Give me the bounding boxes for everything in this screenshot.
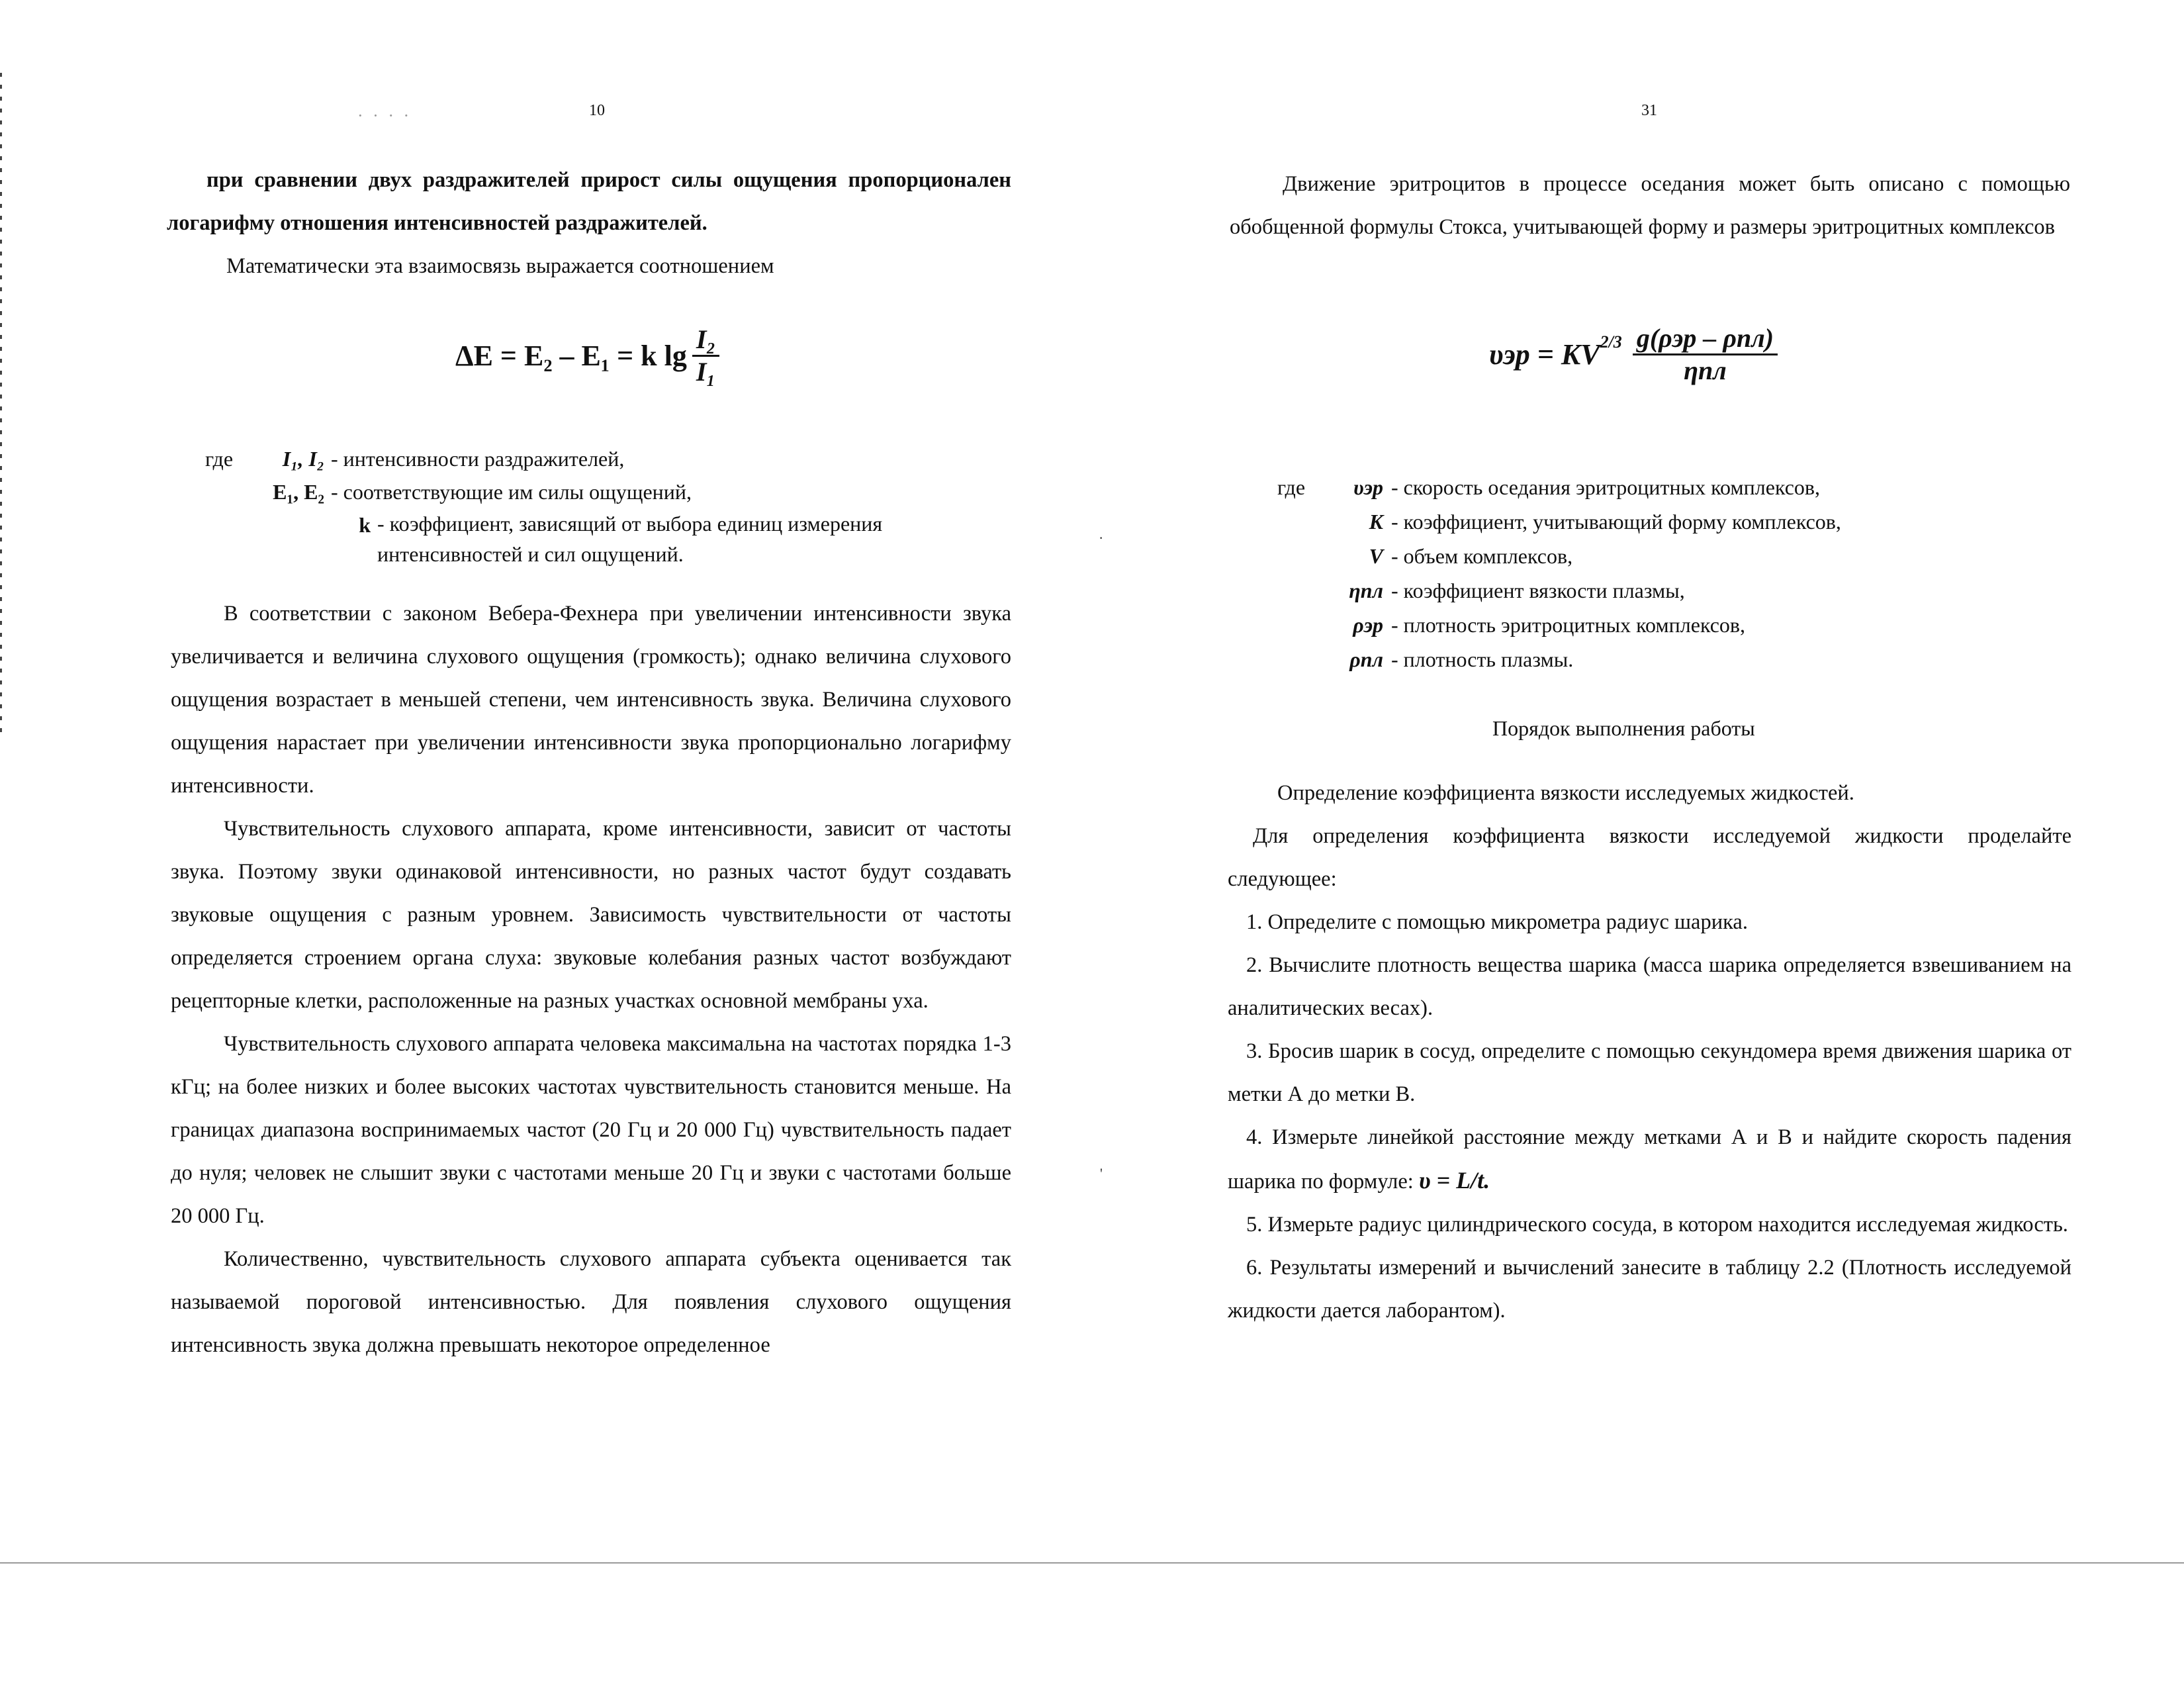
definition-symbol: K [1369, 510, 1383, 534]
definition-row [205, 475, 966, 508]
scan-speck: · [1099, 530, 1104, 546]
left-definitions [205, 442, 966, 569]
left-page-number: 10 [589, 102, 605, 119]
definition-symbol: υэр [1353, 475, 1383, 499]
formula-lhs: ΔE = E₂ – E₁ = k lg [455, 340, 687, 372]
definition-row [1277, 539, 2105, 573]
stokes-denominator: ηпл [1684, 355, 1727, 385]
left-paragraph: Количественно, чувствительность слухового аппарата субъекта оценивается так называемой пороговой интенсивностью. Для появления слухового ощущения интенсивность звука должна превышать некоторое определенное [171, 1247, 1011, 1357]
definition-row [205, 442, 966, 475]
definition-symbol: E₁, E₂ [273, 480, 324, 504]
definition-row [1277, 608, 2105, 642]
scan-bottom-border [0, 1562, 2184, 1564]
right-intro-block [1230, 163, 2070, 249]
left-paragraph: Чувствительность слухового аппарата, кроме интенсивности, зависит от частоты звука. Поэтому звуки одинаковой интенсивности, но разных частот будут создавать звуковые ощущения с разным уровнем. Зависимость чувствительности от частоты определяется строением органа слуха: звуковые колебания разных частот возбуждают рецепторные клетки, расположенные на разных участках основной мембраны уха. [171, 817, 1011, 1013]
definition-symbol: ρпл [1349, 647, 1383, 671]
left-intro-block [167, 159, 1011, 288]
instruction-step: 3. Бросив шарик в сосуд, определите с помощью секундомера время движения шарика от метки А до метки В. [1228, 1039, 2071, 1106]
definition-text: - объем комплексов, [1391, 544, 1573, 568]
definition-row [205, 508, 966, 569]
definition-symbol: k [359, 513, 371, 537]
instruction-step: 5. Измерьте радиус цилиндрического сосуда, в котором находится исследуемая жидкость. [1246, 1213, 2068, 1237]
formula-fraction [692, 324, 720, 387]
definition-text: - скорость оседания эритроцитных комплексов, [1391, 475, 1820, 499]
left-body-text [171, 592, 1011, 1367]
definition-symbol: ρэр [1353, 613, 1383, 637]
definition-row [1277, 470, 2105, 504]
left-paragraph: Чувствительность слухового аппарата человека максимальна на частотах порядка 1-3 кГц; на более низких и более высоких частотах чувствительность становится меньше. На границах диапазона воспринимаемых частот (20 Гц и 20 000 Гц) чувствительность падает до нуля; человек не слышит звуки с частотами меньше 20 Гц и звуки с частотами больше 20 000 Гц. [171, 1032, 1011, 1228]
where-label: где [205, 447, 234, 471]
right-definitions [1277, 470, 2105, 677]
step-formula: υ = L/t. [1418, 1167, 1490, 1194]
where-label: где [1277, 475, 1306, 499]
formula-numerator: I₂ [692, 324, 720, 357]
stokes-exponent: 2/3 [1600, 332, 1622, 352]
left-paragraph: В соответствии с законом Вебера-Фехнера при увеличении интенсивности звука увеличивается и величина слухового ощущения (громкость); однако величина слухового ощущения возрастает в меньшей степени, чем интенсивность звука. Величина слухового ощущения нарастает при увеличении интенсивности звука пропорционально логарифму интенсивности. [171, 602, 1011, 798]
formula-denominator: I₁ [696, 357, 716, 387]
right-page-number: 31 [1641, 102, 1657, 119]
definition-text: - коэффициент, зависящий от выбора единиц измерения интенсивностей и сил ощущений. [377, 512, 883, 566]
definition-row [1277, 642, 2105, 677]
definition-text: - интенсивности раздражителей, [331, 447, 625, 471]
instruction-step: 1. Определите с помощью микрометра радиус шарика. [1246, 910, 1748, 934]
instruction-step [1228, 1116, 2071, 1203]
instruction-step: 2. Вычислите плотность вещества шарика (масса шарика определяется взвешиванием на аналитических весах). [1228, 953, 2071, 1020]
scan-smudge: · · · · [357, 106, 412, 125]
definition-text: - соответствующие им силы ощущений, [331, 480, 692, 504]
weber-fechner-formula [455, 324, 719, 387]
stokes-formula [1489, 323, 1778, 386]
definition-row [1277, 573, 2105, 608]
definition-text: - плотность плазмы. [1391, 647, 1574, 671]
stokes-fraction [1633, 323, 1778, 386]
definition-symbol: V [1369, 544, 1383, 568]
instruction-step: 6. Результаты измерений и вычислений занесите в таблицу 2.2 (Плотность исследуемой жидкости дается лаборантом). [1228, 1256, 2071, 1323]
definition-text: - коэффициент вязкости плазмы, [1391, 579, 1685, 602]
definition-text: - плотность эритроцитных комплексов, [1391, 613, 1746, 637]
instructions-intro: Для определения коэффициента вязкости исследуемой жидкости проделайте следующее: [1228, 824, 2071, 891]
stokes-lhs: υэр = KV [1489, 338, 1600, 371]
definition-text: - коэффициент, учитывающий форму комплексов, [1391, 510, 1841, 534]
left-intro-bold: при сравнении двух раздражителей прирост силы ощущения пропорционален логарифму отношения интенсивностей раздражителей. [167, 168, 1011, 235]
definition-symbol: I₁, I₂ [282, 447, 324, 471]
definition-symbol: ηпл [1349, 579, 1383, 602]
right-instructions [1228, 772, 2071, 1333]
step-text: 4. Измерьте линейкой расстояние между метками А и В и найдите скорость падения шарика по формуле: [1228, 1125, 2071, 1194]
scan-speck: ' [1100, 1165, 1103, 1182]
scan-edge-artifact [0, 73, 2, 735]
instructions-subheading: Определение коэффициента вязкости исследуемых жидкостей. [1277, 781, 1854, 805]
stokes-numerator: g(ρэр – ρпл) [1633, 323, 1778, 355]
definition-row [1277, 504, 2105, 539]
left-math-intro: Математически эта взаимосвязь выражается соотношением [226, 254, 774, 278]
section-heading: Порядок выполнения работы [1492, 716, 1755, 740]
right-intro: Движение эритроцитов в процессе оседания может быть описано с помощью обобщенной формулы Стокса, учитывающей форму и размеры эритроцитных комплексов [1230, 172, 2070, 239]
